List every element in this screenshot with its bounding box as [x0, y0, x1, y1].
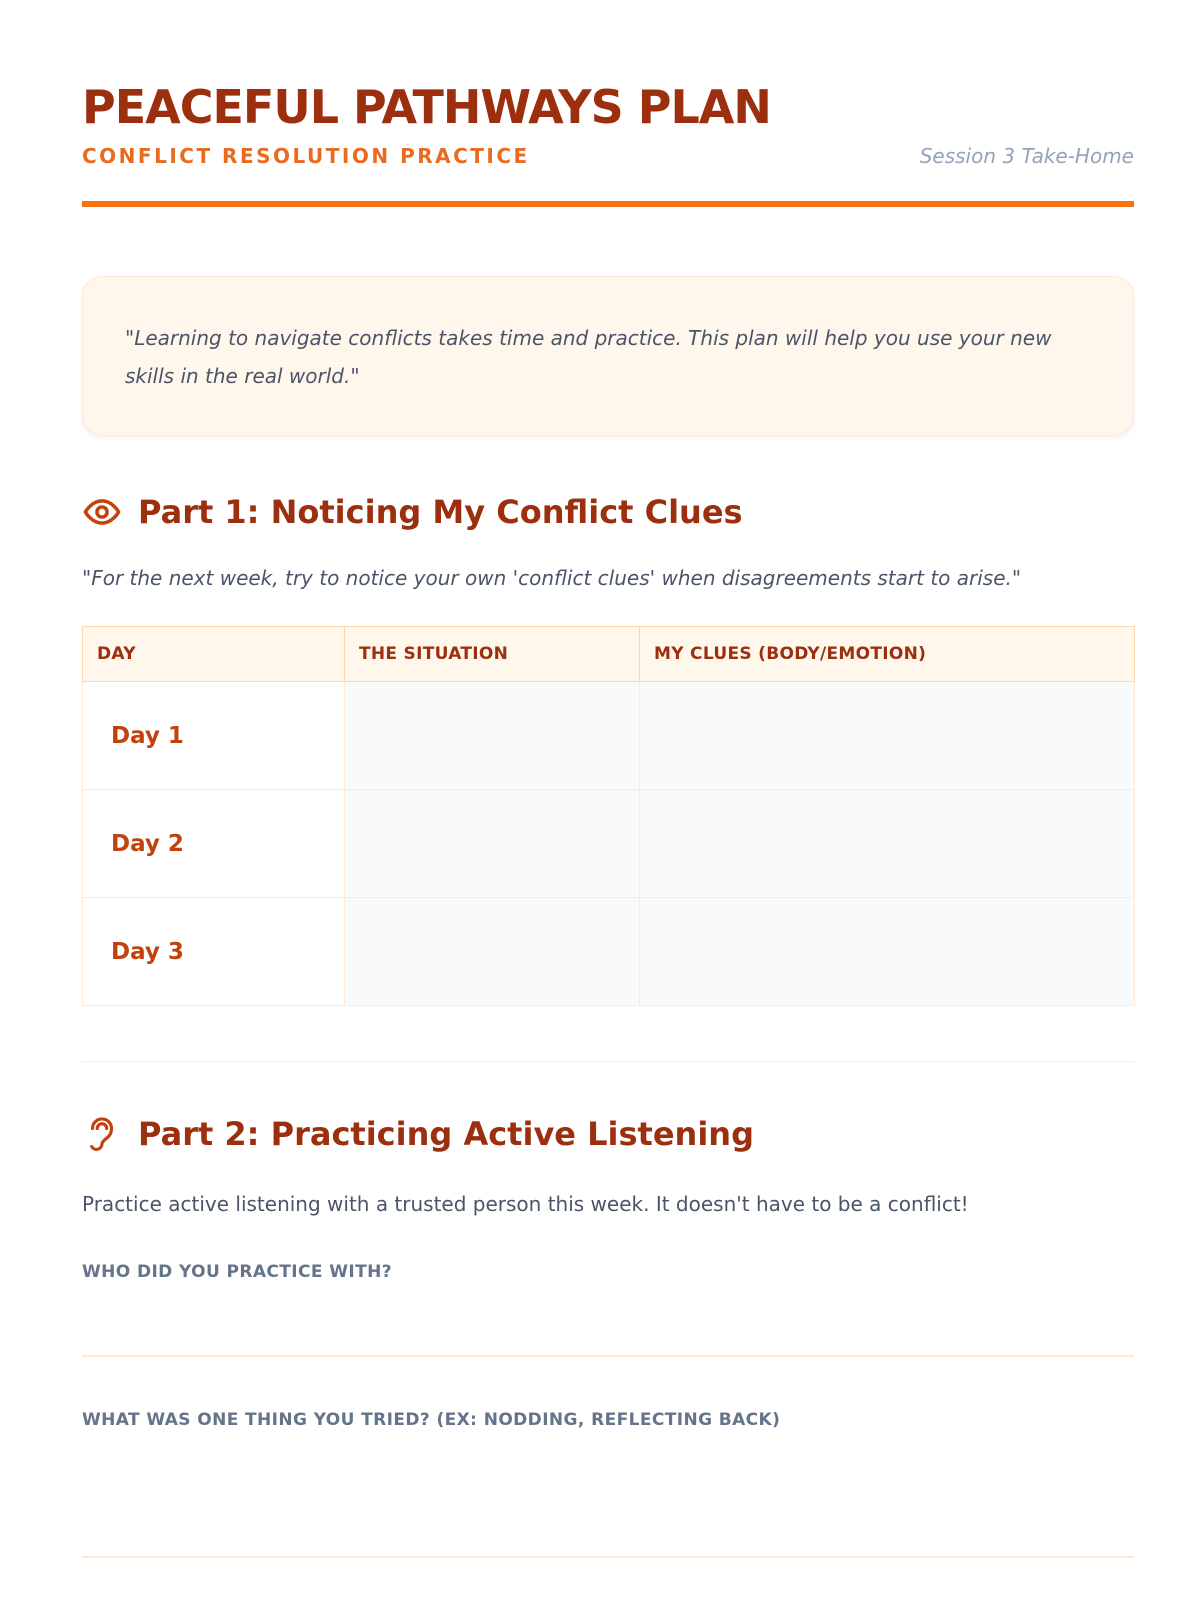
day-label: Day 3: [83, 898, 345, 1006]
column-header-clues: MY CLUES (BODY/EMOTION): [640, 627, 1135, 682]
part2-heading: [82, 1114, 754, 1154]
clues-entry-cell[interactable]: [640, 790, 1135, 898]
page-subtitle: CONFLICT RESOLUTION PRACTICE: [82, 144, 530, 168]
table-header-row: [83, 627, 1135, 682]
day-label: Day 2: [83, 790, 345, 898]
technique-tried-label: WHAT WAS ONE THING YOU TRIED? (EX: NODDING, REFLECTING BACK): [82, 1410, 781, 1430]
situation-entry-cell[interactable]: [345, 682, 640, 790]
ear-icon: [82, 1114, 122, 1154]
part1-heading: [82, 492, 743, 532]
section-divider: [82, 1061, 1134, 1062]
day-label: Day 1: [83, 682, 345, 790]
part2-intro: Practice active listening with a trusted person this week. It doesn't have to be a conflict!: [82, 1192, 969, 1216]
practice-partner-label: WHO DID YOU PRACTICE WITH?: [82, 1262, 392, 1282]
table-row: [83, 682, 1135, 790]
table-row: [83, 790, 1135, 898]
part2-heading-text: Part 2: Practicing Active Listening: [138, 1115, 754, 1153]
part1-heading-text: Part 1: Noticing My Conflict Clues: [138, 493, 743, 531]
part1-intro: "For the next week, try to notice your own 'conflict clues' when disagreements start to arise.": [82, 566, 1022, 590]
clues-entry-cell[interactable]: [640, 898, 1135, 1006]
column-header-situation: THE SITUATION: [345, 627, 640, 682]
situation-entry-cell[interactable]: [345, 790, 640, 898]
session-label: Session 3 Take-Home: [919, 144, 1134, 168]
practice-partner-answer-line[interactable]: [82, 1355, 1134, 1357]
eye-icon: [82, 492, 122, 532]
table-row: [83, 898, 1135, 1006]
quote-callout: [82, 276, 1134, 436]
situation-entry-cell[interactable]: [345, 898, 640, 1006]
technique-tried-answer-line[interactable]: [82, 1556, 1134, 1558]
quote-text: "Learning to navigate conflicts takes time and practice. This plan will help you use your new skills in the real world.": [125, 326, 1052, 388]
column-header-day: DAY: [83, 627, 345, 682]
conflict-clues-table: [82, 626, 1135, 1006]
header-divider: [82, 201, 1134, 207]
page-title: PEACEFUL PATHWAYS PLAN: [82, 80, 771, 134]
clues-entry-cell[interactable]: [640, 682, 1135, 790]
